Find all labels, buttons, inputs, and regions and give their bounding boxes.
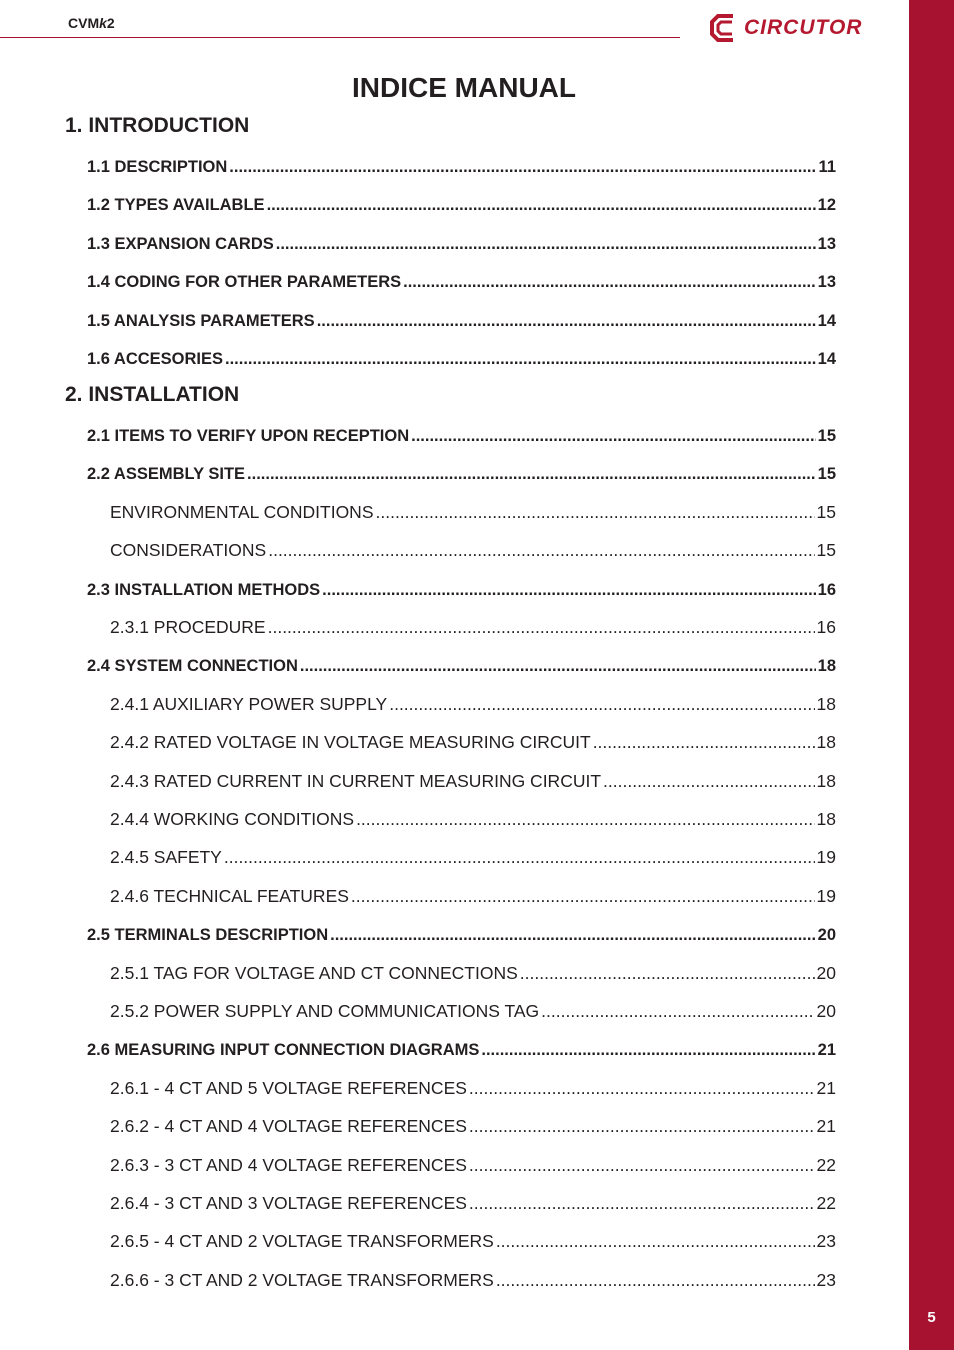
toc-entry-page: 16 — [816, 617, 836, 637]
toc-leader-dots — [593, 732, 815, 753]
toc-entry[interactable] — [87, 1038, 836, 1060]
toc-leader-dots — [267, 196, 816, 215]
toc-entry[interactable] — [87, 347, 836, 369]
toc-entry-label: 2.6.2 - 4 CT AND 4 VOLTAGE REFERENCES — [110, 1116, 467, 1136]
toc-leader-dots — [268, 540, 814, 561]
toc-entry[interactable] — [87, 193, 836, 215]
brand-logo — [707, 10, 885, 46]
toc-entry-page: 16 — [817, 581, 836, 599]
toc-leader-dots — [224, 847, 815, 868]
toc-leader-dots — [403, 273, 816, 292]
toc-entry-label: 2.4.3 RATED CURRENT IN CURRENT MEASURING CIRCUIT — [110, 771, 602, 791]
toc-entry-label: 2.5 TERMINALS DESCRIPTION — [87, 926, 329, 944]
toc-entry[interactable] — [110, 808, 836, 830]
toc-entry[interactable] — [87, 654, 836, 676]
toc-leader-dots — [330, 926, 816, 945]
toc-entry-page: 11 — [818, 158, 836, 176]
toc-leader-dots — [496, 1231, 815, 1252]
toc-entry-page: 18 — [816, 771, 836, 791]
toc-entry-label: 2.6.5 - 4 CT AND 2 VOLTAGE TRANSFORMERS — [110, 1231, 494, 1251]
toc-entry-page: 23 — [816, 1270, 836, 1290]
toc-entry-label: 2.4.4 WORKING CONDITIONS — [110, 809, 355, 829]
toc-leader-dots — [520, 963, 815, 984]
toc-entry[interactable] — [110, 770, 836, 792]
model-k: k — [99, 15, 107, 31]
toc-entry-page: 21 — [817, 1041, 836, 1059]
section-heading: 1. INTRODUCTION — [65, 114, 250, 137]
toc-entry-label: 2.3.1 PROCEDURE — [110, 617, 266, 637]
toc-entry-page: 23 — [816, 1231, 836, 1251]
model-suffix: 2 — [106, 15, 115, 31]
toc-entry-label: 1.1 DESCRIPTION — [87, 158, 228, 176]
toc-leader-dots — [317, 312, 816, 331]
toc-entry-page: 20 — [816, 963, 836, 983]
page-number: 5 — [927, 1309, 936, 1326]
toc-entry[interactable] — [110, 1230, 836, 1252]
toc-entry-page: 15 — [817, 465, 836, 483]
toc-entry-label: 2.4.5 SAFETY — [110, 847, 222, 867]
toc-leader-dots — [268, 617, 815, 638]
toc-leader-dots — [411, 427, 816, 446]
toc-entry[interactable] — [110, 501, 836, 523]
toc-entry[interactable] — [110, 731, 836, 753]
toc-entry[interactable] — [110, 846, 836, 868]
toc-entry-page: 20 — [817, 926, 836, 944]
toc-entry-page: 18 — [816, 809, 836, 829]
toc-leader-dots — [469, 1116, 815, 1137]
toc-entry-page: 21 — [816, 1078, 836, 1098]
toc-entry-page: 13 — [817, 273, 836, 291]
toc-entry[interactable] — [87, 424, 836, 446]
toc-entry-page: 19 — [816, 847, 836, 867]
toc-entry[interactable] — [110, 1077, 836, 1099]
brand-name: CIRCUTOR — [744, 16, 863, 39]
toc-entry[interactable] — [87, 232, 836, 254]
toc-entry-label: 2.6.1 - 4 CT AND 5 VOLTAGE REFERENCES — [110, 1078, 467, 1098]
toc-entry-page: 18 — [816, 694, 836, 714]
toc-entry[interactable] — [87, 462, 836, 484]
toc-entry-page: 18 — [816, 732, 836, 752]
toc-entry[interactable] — [110, 885, 836, 907]
toc-entry[interactable] — [87, 270, 836, 292]
toc-entry-label: 2.4.1 AUXILIARY POWER SUPPLY — [110, 694, 388, 714]
toc-leader-dots — [229, 158, 816, 177]
toc-entry[interactable] — [110, 1000, 836, 1022]
toc-entry-label: 2.5.1 TAG FOR VOLTAGE AND CT CONNECTIONS — [110, 963, 518, 983]
toc-leader-dots — [322, 581, 815, 600]
toc-leader-dots — [247, 465, 816, 484]
toc-leader-dots — [603, 771, 815, 792]
header-model — [68, 15, 115, 31]
toc-entry-page: 14 — [817, 350, 836, 368]
toc-entry-page: 22 — [816, 1155, 836, 1175]
toc-entry-label: ENVIRONMENTAL CONDITIONS — [110, 502, 374, 522]
toc-entry-page: 15 — [816, 502, 836, 522]
toc-entry[interactable] — [110, 693, 836, 715]
header-rule — [0, 37, 680, 38]
section-heading: 2. INSTALLATION — [65, 383, 240, 406]
toc-entry-label: 1.4 CODING FOR OTHER PARAMETERS — [87, 273, 402, 291]
toc-leader-dots — [276, 235, 816, 254]
toc-leader-dots — [389, 694, 814, 715]
toc-entry[interactable] — [110, 1154, 836, 1176]
toc-leader-dots — [469, 1193, 815, 1214]
toc-entry[interactable] — [87, 309, 836, 331]
toc-entry-label: 1.2 TYPES AVAILABLE — [87, 196, 265, 214]
toc-entry-label: 2.4 SYSTEM CONNECTION — [87, 657, 298, 675]
toc-entry-label: 2.2 ASSEMBLY SITE — [87, 465, 246, 483]
toc-entry-label: 2.5.2 POWER SUPPLY AND COMMUNICATIONS TAG — [110, 1001, 540, 1021]
toc-leader-dots — [376, 502, 815, 523]
toc-leader-dots — [300, 657, 816, 676]
toc-entry-label: 2.6.4 - 3 CT AND 3 VOLTAGE REFERENCES — [110, 1193, 467, 1213]
toc-leader-dots — [541, 1001, 814, 1022]
toc-entry[interactable] — [110, 1192, 836, 1214]
toc-entry-page: 20 — [816, 1001, 836, 1021]
toc-entry[interactable] — [110, 962, 836, 984]
toc-entry-page: 19 — [816, 886, 836, 906]
toc-entry-label: 2.6 MEASURING INPUT CONNECTION DIAGRAMS — [87, 1041, 480, 1059]
toc-leader-dots — [469, 1155, 815, 1176]
toc-leader-dots — [351, 886, 815, 907]
toc-entry-label: 1.6 ACCESORIES — [87, 350, 224, 368]
toc-entry[interactable] — [110, 539, 836, 561]
toc-entry-label: CONSIDERATIONS — [110, 540, 267, 560]
toc-entry-label: 1.5 ANALYSIS PARAMETERS — [87, 312, 315, 330]
toc-entry-page: 22 — [816, 1193, 836, 1213]
toc-entry-page: 15 — [816, 540, 836, 560]
toc-entry-label: 2.4.2 RATED VOLTAGE IN VOLTAGE MEASURING CIRCUIT — [110, 732, 591, 752]
brand-logo-icon — [707, 11, 741, 45]
side-color-bar — [909, 0, 954, 1350]
toc-entry-page: 14 — [817, 312, 836, 330]
toc-leader-dots — [225, 350, 816, 369]
toc-entry[interactable] — [87, 923, 836, 945]
toc-entry-page: 18 — [817, 657, 836, 675]
toc-leader-dots — [481, 1041, 815, 1060]
toc-entry-page: 12 — [817, 196, 836, 214]
toc-leader-dots — [496, 1270, 815, 1291]
model-prefix: CVM — [68, 15, 100, 31]
page-title: INDICE MANUAL — [352, 72, 576, 103]
toc-leader-dots — [356, 809, 814, 830]
toc-entry-label: 2.4.6 TECHNICAL FEATURES — [110, 886, 349, 906]
toc-entry[interactable] — [87, 578, 836, 600]
toc-entry[interactable] — [87, 155, 836, 177]
toc-entry-label: 2.6.3 - 3 CT AND 4 VOLTAGE REFERENCES — [110, 1155, 467, 1175]
toc-entry[interactable] — [110, 1269, 836, 1291]
toc-entry-page: 21 — [816, 1116, 836, 1136]
toc-entry[interactable] — [110, 1115, 836, 1137]
toc-entry-label: 2.6.6 - 3 CT AND 2 VOLTAGE TRANSFORMERS — [110, 1270, 494, 1290]
toc-entry-page: 15 — [817, 427, 836, 445]
toc-entry-label: 2.1 ITEMS TO VERIFY UPON RECEPTION — [87, 427, 410, 445]
toc-leader-dots — [469, 1078, 815, 1099]
toc-entry-label: 1.3 EXPANSION CARDS — [87, 235, 274, 253]
toc-entry-label: 2.3 INSTALLATION METHODS — [87, 581, 321, 599]
toc-entry[interactable] — [110, 616, 836, 638]
toc-entry-page: 13 — [817, 235, 836, 253]
